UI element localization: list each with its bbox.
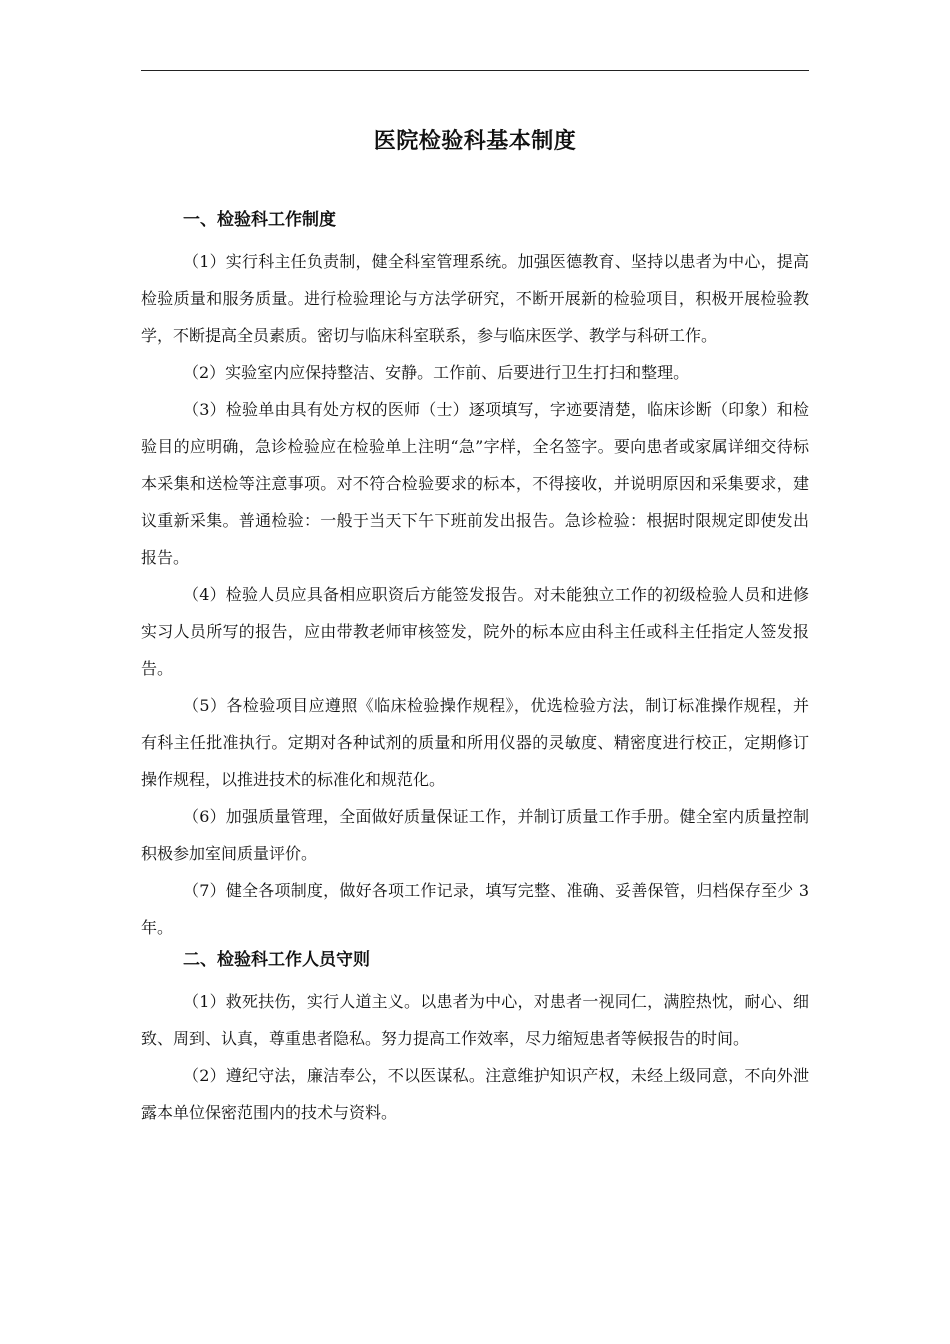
paragraph: （1）救死扶伤，实行人道主义。以患者为中心，对患者一视同仁，满腔热忱，耐心、细致、周到、认真，尊重患者隐私。努力提高工作效率，尽力缩短患者等候报告的时间。 — [141, 992, 809, 1048]
paragraph: （1）实行科主任负责制，健全科室管理系统。加强医德教育、坚持以患者为中心，提高检验质量和服务质量。进行检验理论与方法学研究，不断开展新的检验项目，积极开展检验教学，不断提高全员素质。密切与临床科室联系，参与临床医学、教学与科研工作。 — [141, 252, 809, 345]
paragraph: （7）健全各项制度，做好各项工作记录，填写完整、准确、妥善保管，归档保存至少 3 年。 — [141, 881, 809, 937]
paragraph: （4）检验人员应具备相应职资后方能签发报告。对未能独立工作的初级检验人员和进修实习人员所写的报告，应由带教老师审核签发，院外的标本应由科主任或科主任指定人签发报告。 — [141, 585, 809, 678]
paragraph: （2）遵纪守法，廉洁奉公，不以医谋私。注意维护知识产权，未经上级同意，不向外泄露本单位保密范围内的技术与资料。 — [141, 1066, 809, 1122]
section-heading: 二、检验科工作人员守则 — [183, 950, 370, 970]
document-title: 医院检验科基本制度 — [373, 128, 577, 154]
section-staff-code — [141, 946, 809, 1131]
document-page — [141, 120, 809, 1131]
section-work-rules — [141, 206, 809, 946]
section-heading: 一、检验科工作制度 — [183, 210, 336, 230]
header-rule — [141, 70, 809, 71]
paragraph: （5）各检验项目应遵照《临床检验操作规程》，优选检验方法，制订标准操作规程，并有科主任批准执行。定期对各种试剂的质量和所用仪器的灵敏度、精密度进行校正，定期修订操作规程，以推进技术的标准化和规范化。 — [141, 696, 809, 789]
paragraph: （3）检验单由具有处方权的医师（士）逐项填写，字迹要清楚，临床诊断（印象）和检验目的应明确，急诊检验应在检验单上注明“急”字样，全名签字。要向患者或家属详细交待标本采集和送检等注意事项。对不符合检验要求的标本，不得接收，并说明原因和采集要求，建议重新采集。普通检验：一般于当天下午下班前发出报告。急诊检验：根据时限规定即使发出报告。 — [141, 400, 809, 567]
paragraph: （6）加强质量管理，全面做好质量保证工作，并制订质量工作手册。健全室内质量控制积极参加室间质量评价。 — [141, 807, 809, 863]
paragraph: （2）实验室内应保持整洁、安静。工作前、后要进行卫生打扫和整理。 — [183, 363, 690, 382]
